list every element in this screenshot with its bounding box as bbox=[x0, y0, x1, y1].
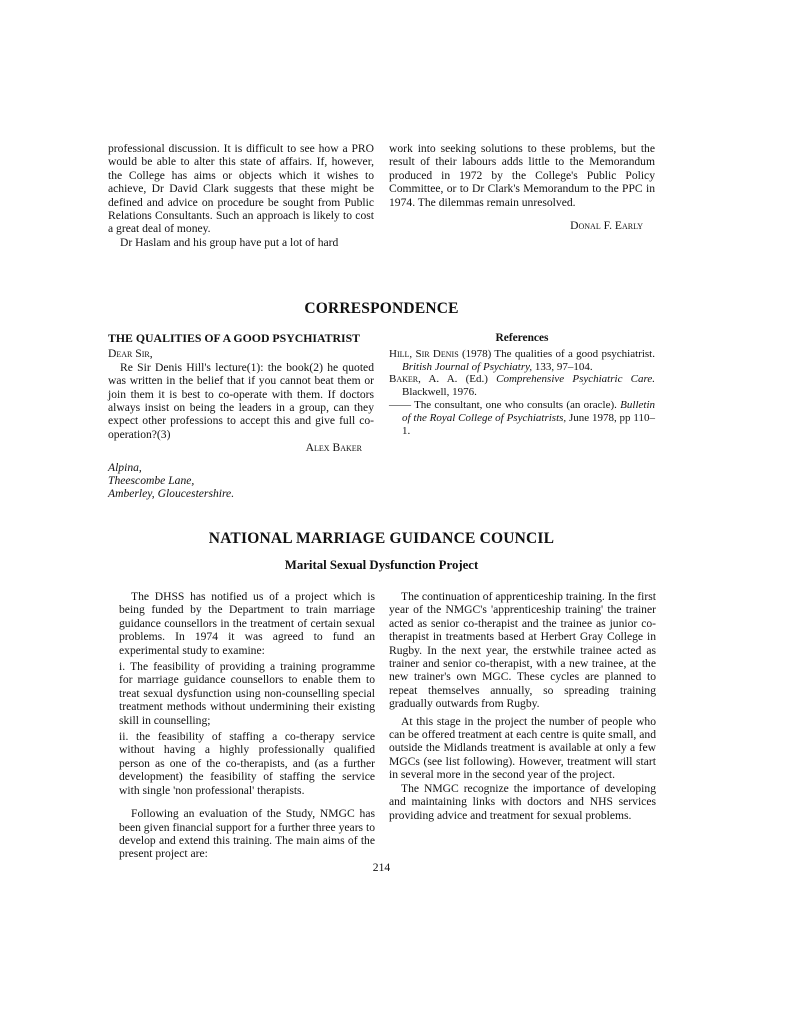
ref3-journal: Bulletin of the Royal College of Psychiatrists, bbox=[402, 398, 655, 424]
nmgc-right-paragraph-3: The NMGC recognize the importance of developing and maintaining links with doctors and NHS services providing advice and treatment for sexual problems. bbox=[389, 781, 656, 822]
top-left-paragraph-2: Dr Haslam and his group have put a lot of hard bbox=[120, 235, 339, 249]
letter-column bbox=[108, 332, 374, 501]
page-number: 214 bbox=[372, 861, 391, 874]
nmgc-left-paragraph-1: The DHSS has notified us of a project which is being funded by the Department to train marriage guidance counsellors in the treatment of certain sexual problems. In 1974 it was agreed to fund an experimental study to examine: bbox=[119, 590, 375, 657]
letter-signature: Alex Baker bbox=[305, 441, 362, 455]
top-left-column bbox=[108, 142, 374, 249]
ref1-volume: 133, 97–104. bbox=[532, 360, 593, 373]
top-left-paragraph-1: professional discussion. It is difficult to see how a PRO would be able to alter this state of affairs. If, however, the College has aims or objects which it wishes to achieve, Dr David Clark suggests that these might be defined and advice on procedure be sought from Public Relations Consultants. Such an approach is likely to cost a great deal of money. bbox=[108, 142, 374, 236]
nmgc-left-paragraph-2: Following an evaluation of the Study, NMGC has been given financial support for a further three years to develop and extend this training. The main aims of the present project are: bbox=[119, 807, 375, 861]
ref2-text: (Ed.) bbox=[457, 373, 497, 386]
ref3-dash: —— bbox=[389, 398, 411, 411]
letter-salutation: Dear Sir, bbox=[108, 347, 153, 361]
ref1-author: Hill, Sir Denis bbox=[389, 347, 459, 360]
ref2-publisher: Blackwell, 1976. bbox=[402, 386, 477, 399]
address-line-1: Alpina, bbox=[108, 460, 142, 474]
correspondence-heading: CORRESPONDENCE bbox=[304, 300, 459, 317]
address-line-2: Theescombe Lane, bbox=[108, 474, 195, 488]
reference-3 bbox=[389, 399, 655, 437]
nmgc-subheading: Marital Sexual Dysfunction Project bbox=[284, 558, 479, 572]
top-signature: Donal F. Early bbox=[570, 219, 643, 233]
nmgc-heading: NATIONAL MARRIAGE GUIDANCE COUNCIL bbox=[208, 530, 555, 547]
reference-2 bbox=[389, 373, 655, 399]
nmgc-left-column bbox=[119, 590, 375, 861]
nmgc-right-column bbox=[389, 590, 656, 822]
letter-title: THE QUALITIES OF A GOOD PSYCHIATRIST bbox=[108, 331, 361, 345]
top-right-column bbox=[389, 142, 655, 232]
top-right-paragraph-1: work into seeking solutions to these problems, but the result of their labours adds little to the Memorandum produced in 1972 by the College's Public Policy Committee, or to Dr Clark's Memorandum to the PPC in 1974. The dilemmas remain unresolved. bbox=[389, 142, 655, 209]
ref2-author: Baker, A. A. bbox=[389, 373, 458, 386]
ref3-date: June 1978, pp 110–1. bbox=[402, 411, 655, 437]
nmgc-item-i: i. The feasibility of providing a training programme for marriage guidance counsellors to enable them to treat sexual dysfunction using non-counselling special treatment methods without undermining their existing skill in counselling; bbox=[119, 660, 375, 727]
address-line-3: Amberley, Gloucestershire. bbox=[108, 487, 235, 501]
references-heading: References bbox=[495, 332, 549, 344]
ref3-text: The consultant, one who consults (an oracle). bbox=[411, 398, 621, 411]
ref1-journal: British Journal of Psychiatry, bbox=[402, 360, 533, 373]
nmgc-right-paragraph-1: The continuation of apprenticeship training. In the first year of the NMGC's 'apprenticeship training' the trainer acted as senior co-therapist and the trainee as junior co-therapist in treatments based at Herbert Gray College in Rugby. In the next year, the erstwhile trainee acted as trainer and senior co-therapist, with a new trainee, at the new trainer's own MGC. These cycles are planned to repeat themselves annually, so spreading training gradually outwards from Rugby. bbox=[389, 590, 656, 711]
nmgc-right-paragraph-2: At this stage in the project the number of people who can be offered treatment at each centre is quite small, and outside the Midlands treatment is available at only a few MGCs (see list following). However, treatment will start in several more in the second year of the project. bbox=[389, 714, 656, 782]
nmgc-item-ii: ii. the feasibility of staffing a co-therapy service without having a highly professionally qualified person as one of the co-therapists, and (as a further development) the feasibility of staffing the service with single 'non professional' therapists. bbox=[119, 730, 375, 797]
ref2-title: Comprehensive Psychiatric Care. bbox=[496, 373, 655, 386]
ref1-text: (1978) The qualities of a good psychiatrist. bbox=[458, 347, 655, 360]
letter-body: Re Sir Denis Hill's lecture(1): the book(2) he quoted was written in the belief that if you cannot beat them or join them it is best to co-operate with them. If doctors always insist on being the leaders in a group, can they expect other professions to accept this and give full co-operation?(3) bbox=[108, 360, 374, 441]
reference-1 bbox=[389, 348, 655, 374]
references-column bbox=[389, 332, 655, 437]
letter-address bbox=[108, 461, 374, 501]
